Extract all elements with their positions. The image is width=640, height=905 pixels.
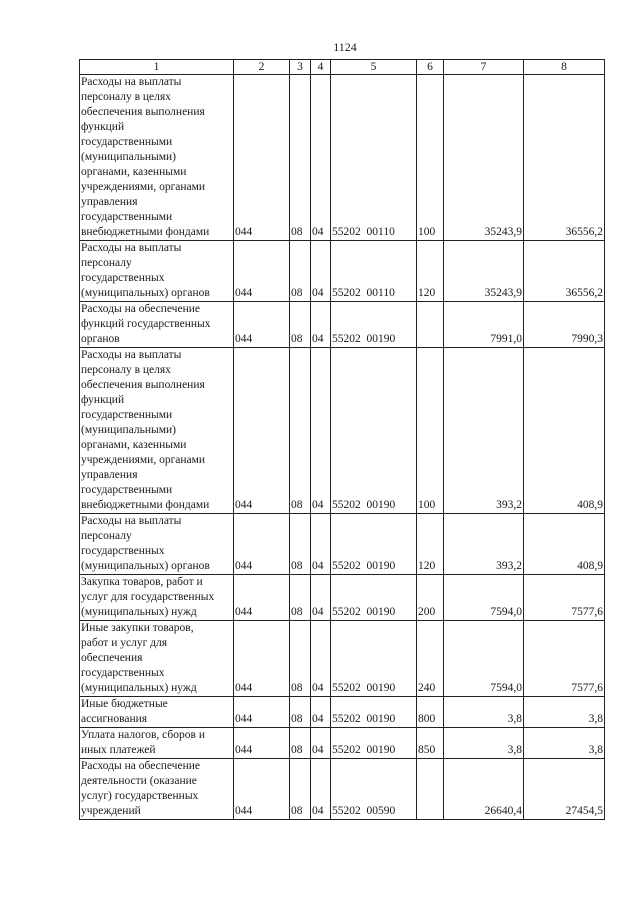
expense-name-line: внебюджетными фондами xyxy=(81,226,210,238)
cell-target-article: 55202 00190 xyxy=(331,728,417,759)
cell-expense-name xyxy=(80,514,234,575)
expense-name-line: обеспечения выполнения xyxy=(81,106,205,118)
expense-name-line: учреждениями, органами xyxy=(81,454,206,466)
expense-name-line: учреждениями, органами xyxy=(81,181,206,193)
cell-amount-year2: 408,9 xyxy=(524,514,605,575)
cell-amount-year1: 35243,9 xyxy=(444,75,524,241)
cell-section: 08 xyxy=(290,697,311,728)
expense-name-line: Иные бюджетные xyxy=(81,698,168,710)
cell-amount-year2: 408,9 xyxy=(524,348,605,514)
cell-amount-year2: 27454,5 xyxy=(524,759,605,820)
cell-section: 08 xyxy=(290,728,311,759)
expense-name-line: Расходы на выплаты xyxy=(81,349,182,361)
expense-name-line: органами, казенными xyxy=(81,166,187,178)
cell-rz-code: 044 xyxy=(234,302,290,348)
expense-name-line: государственных xyxy=(81,667,165,679)
expense-name-line: (муниципальных) нужд xyxy=(81,606,197,618)
cell-amount-year1: 3,8 xyxy=(444,697,524,728)
expense-name-line: Расходы на обеспечение xyxy=(81,760,200,772)
cell-rz-code: 044 xyxy=(234,348,290,514)
cell-expense-name xyxy=(80,241,234,302)
cell-rz-code: 044 xyxy=(234,697,290,728)
table-row xyxy=(80,241,605,302)
expense-name-line: управления xyxy=(81,469,138,481)
cell-section: 08 xyxy=(290,514,311,575)
cell-rz-code: 044 xyxy=(234,575,290,621)
cell-amount-year1: 26640,4 xyxy=(444,759,524,820)
cell-expense-type xyxy=(417,302,444,348)
cell-expense-type: 850 xyxy=(417,728,444,759)
table-row xyxy=(80,575,605,621)
cell-target-article: 55202 00190 xyxy=(331,621,417,697)
cell-amount-year2: 7577,6 xyxy=(524,575,605,621)
cell-rz-code: 044 xyxy=(234,514,290,575)
expense-name-line: Иные закупки товаров, xyxy=(81,622,194,634)
table-row xyxy=(80,621,605,697)
cell-section: 08 xyxy=(290,621,311,697)
cell-amount-year1: 7594,0 xyxy=(444,621,524,697)
expense-name-line: иных платежей xyxy=(81,744,156,756)
cell-amount-year1: 393,2 xyxy=(444,514,524,575)
cell-expense-type: 800 xyxy=(417,697,444,728)
expense-name-line: государственными xyxy=(81,409,173,421)
expense-name-line: функций xyxy=(81,394,125,406)
cell-subsection: 04 xyxy=(311,514,331,575)
expense-name-line: (муниципальных) органов xyxy=(81,560,210,572)
cell-subsection: 04 xyxy=(311,302,331,348)
table-row xyxy=(80,759,605,820)
expense-name-line: органов xyxy=(81,333,120,345)
cell-subsection: 04 xyxy=(311,348,331,514)
cell-section: 08 xyxy=(290,302,311,348)
column-header: 3 xyxy=(290,60,311,75)
expense-name-line: учреждений xyxy=(81,805,141,817)
cell-expense-type: 240 xyxy=(417,621,444,697)
expense-name-line: государственными xyxy=(81,211,173,223)
cell-section: 08 xyxy=(290,75,311,241)
cell-amount-year1: 393,2 xyxy=(444,348,524,514)
budget-table xyxy=(79,59,605,820)
cell-expense-type xyxy=(417,759,444,820)
cell-target-article: 55202 00590 xyxy=(331,759,417,820)
cell-expense-type: 100 xyxy=(417,348,444,514)
expense-name-line: услуг) государственных xyxy=(81,790,199,802)
expense-name-line: функций государственных xyxy=(81,318,211,330)
cell-expense-type: 200 xyxy=(417,575,444,621)
table-header-row xyxy=(80,60,605,75)
cell-expense-name xyxy=(80,348,234,514)
table-row xyxy=(80,514,605,575)
cell-target-article: 55202 00190 xyxy=(331,575,417,621)
table-row xyxy=(80,302,605,348)
cell-expense-name xyxy=(80,621,234,697)
cell-rz-code: 044 xyxy=(234,75,290,241)
cell-amount-year2: 3,8 xyxy=(524,728,605,759)
table-row xyxy=(80,75,605,241)
page-number: 1124 xyxy=(333,40,357,54)
cell-expense-name xyxy=(80,697,234,728)
expense-name-line: (муниципальных) органов xyxy=(81,287,210,299)
cell-target-article: 55202 00110 xyxy=(331,241,417,302)
expense-name-line: деятельности (оказание xyxy=(81,775,197,787)
cell-subsection: 04 xyxy=(311,575,331,621)
expense-name-line: персоналу xyxy=(81,530,132,542)
cell-subsection: 04 xyxy=(311,759,331,820)
cell-rz-code: 044 xyxy=(234,621,290,697)
cell-amount-year1: 7991,0 xyxy=(444,302,524,348)
expense-name-line: работ и услуг для xyxy=(81,637,168,649)
expense-name-line: (муниципальными) xyxy=(81,424,176,436)
cell-amount-year2: 36556,2 xyxy=(524,75,605,241)
column-header: 7 xyxy=(444,60,524,75)
cell-amount-year2: 3,8 xyxy=(524,697,605,728)
cell-rz-code: 044 xyxy=(234,728,290,759)
cell-expense-name xyxy=(80,302,234,348)
cell-target-article: 55202 00110 xyxy=(331,75,417,241)
expense-name-line: Расходы на выплаты xyxy=(81,76,182,88)
column-header: 5 xyxy=(331,60,417,75)
expense-name-line: государственных xyxy=(81,272,165,284)
cell-subsection: 04 xyxy=(311,241,331,302)
column-header: 1 xyxy=(80,60,234,75)
table-row xyxy=(80,728,605,759)
column-header: 8 xyxy=(524,60,605,75)
expense-name-line: органами, казенными xyxy=(81,439,187,451)
column-header: 2 xyxy=(234,60,290,75)
expense-name-line: управления xyxy=(81,196,138,208)
expense-name-line: Закупка товаров, работ и xyxy=(81,576,203,588)
cell-expense-name xyxy=(80,75,234,241)
expense-name-line: ассигнования xyxy=(81,713,148,725)
cell-amount-year2: 7990,3 xyxy=(524,302,605,348)
expense-name-line: государственными xyxy=(81,136,173,148)
cell-subsection: 04 xyxy=(311,621,331,697)
cell-subsection: 04 xyxy=(311,728,331,759)
cell-target-article: 55202 00190 xyxy=(331,697,417,728)
column-header: 4 xyxy=(311,60,331,75)
cell-target-article: 55202 00190 xyxy=(331,302,417,348)
expense-name-line: персоналу в целях xyxy=(81,91,171,103)
expense-name-line: (муниципальными) xyxy=(81,151,176,163)
cell-rz-code: 044 xyxy=(234,759,290,820)
column-header: 6 xyxy=(417,60,444,75)
cell-section: 08 xyxy=(290,348,311,514)
expense-name-line: Расходы на выплаты xyxy=(81,515,182,527)
cell-amount-year1: 3,8 xyxy=(444,728,524,759)
expense-name-line: (муниципальных) нужд xyxy=(81,682,197,694)
cell-amount-year1: 35243,9 xyxy=(444,241,524,302)
cell-target-article: 55202 00190 xyxy=(331,348,417,514)
expense-name-line: функций xyxy=(81,121,125,133)
cell-expense-type: 120 xyxy=(417,514,444,575)
cell-expense-type: 120 xyxy=(417,241,444,302)
table-row xyxy=(80,697,605,728)
cell-section: 08 xyxy=(290,759,311,820)
cell-amount-year2: 7577,6 xyxy=(524,621,605,697)
expense-name-line: обеспечения xyxy=(81,652,143,664)
cell-subsection: 04 xyxy=(311,697,331,728)
table-row xyxy=(80,348,605,514)
expense-name-line: государственными xyxy=(81,484,173,496)
expense-name-line: государственных xyxy=(81,545,165,557)
expense-name-line: персоналу xyxy=(81,257,132,269)
cell-target-article: 55202 00190 xyxy=(331,514,417,575)
cell-rz-code: 044 xyxy=(234,241,290,302)
cell-section: 08 xyxy=(290,241,311,302)
expense-name-line: обеспечения выполнения xyxy=(81,379,205,391)
expense-name-line: Расходы на обеспечение xyxy=(81,303,200,315)
cell-expense-name xyxy=(80,728,234,759)
expense-name-line: внебюджетными фондами xyxy=(81,499,210,511)
expense-name-line: персоналу в целях xyxy=(81,364,171,376)
cell-expense-name xyxy=(80,759,234,820)
cell-subsection: 04 xyxy=(311,75,331,241)
expense-name-line: услуг для государственных xyxy=(81,591,215,603)
cell-section: 08 xyxy=(290,575,311,621)
cell-expense-name xyxy=(80,575,234,621)
cell-expense-type: 100 xyxy=(417,75,444,241)
cell-amount-year1: 7594,0 xyxy=(444,575,524,621)
cell-amount-year2: 36556,2 xyxy=(524,241,605,302)
expense-name-line: Уплата налогов, сборов и xyxy=(81,729,205,741)
expense-name-line: Расходы на выплаты xyxy=(81,242,182,254)
